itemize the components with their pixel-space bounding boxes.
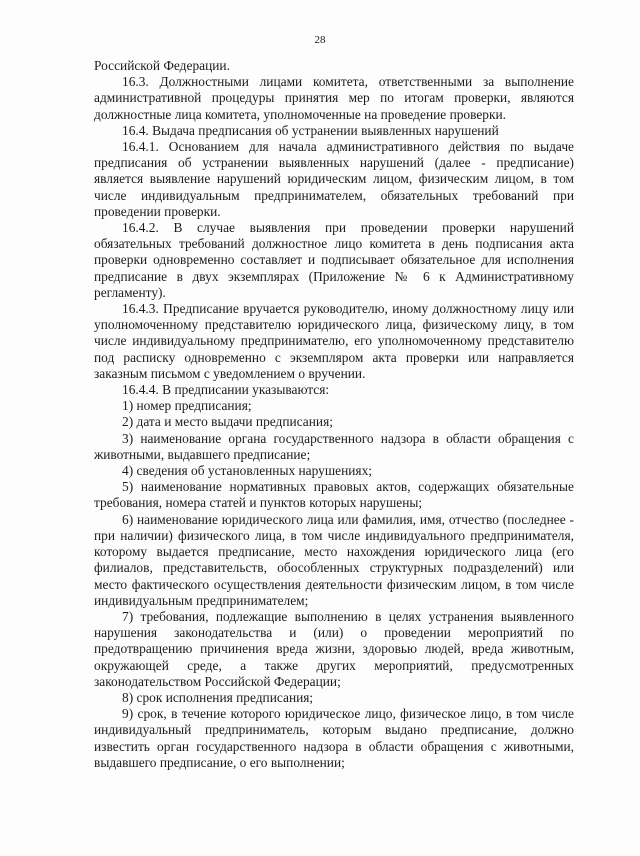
list-item-3: 3) наименование органа государственного надзора в области обращения с животными, выдавшего предписание; <box>94 430 574 462</box>
list-item-9: 9) срок, в течение которого юридическое лицо, физическое лицо, в том числе индивидуальный предприниматель, которым выдано предписание, должно известить орган государственного надзора в области обращения с животными, выдавшего предписание, о его выполнении; <box>94 706 574 770</box>
paragraph-16-3: 16.3. Должностными лицами комитета, ответственными за выполнение административной процедуры принятия мер по итогам проверки, являются должностные лица комитета, уполномоченные на проведение проверки. <box>94 74 574 122</box>
list-item-2: 2) дата и место выдачи предписания; <box>122 414 333 430</box>
paragraph-16-4-1: 16.4.1. Основанием для начала административного действия по выдаче предписания об устранении выявленных нарушений (далее - предписание) является выявление нарушений юридическим лицом, физическим лицом, в том числе индивидуальным предпринимателем, обязательных требований при проведении проверки. <box>94 139 574 219</box>
list-item-8: 8) срок исполнения предписания; <box>122 689 314 705</box>
document-body <box>94 58 574 771</box>
list-item-6: 6) наименование юридического лица или фамилия, имя, отчество (последнее - при наличии) физического лица, в том числе индивидуального предпринимателя, которому выдается предписание, место нахождения юридического лица (его филиалов, представительств, обособленных структурных подразделений) или место фактического осуществления деятельности физическим лицом, в том числе индивидуальным предпринимателем; <box>94 511 574 608</box>
paragraph-16-4-3: 16.4.3. Предписание вручается руководителю, иному должностному лицу или уполномоченному представителю юридического лица, физическому лицу, в том числе индивидуальному предпринимателю, его уполномоченному представителю под расписку одновременно с экземпляром акта проверки или направляется заказным письмом с уведомлением о вручении. <box>94 301 574 381</box>
list-item-4: 4) сведения об установленных нарушениях; <box>122 463 372 479</box>
list-item-5: 5) наименование нормативных правовых актов, содержащих обязательные требования, номера статей и пунктов которых нарушены; <box>94 479 574 511</box>
paragraph-continuation: Российской Федерации. <box>94 58 230 73</box>
paragraph-16-4-4: 16.4.4. В предписании указываются: <box>122 382 330 398</box>
list-item-1: 1) номер предписания; <box>122 398 252 414</box>
page-number: 28 <box>314 34 326 46</box>
list-item-7: 7) требования, подлежащие выполнению в целях устранения выявленного нарушения законодательства и (или) о проведении мероприятий по предотвращению причинения вреда жизни, здоровью людей, вреда животным, окружающей среде, а также других мероприятий, предусмотренных законодательством Российской Федерации; <box>94 608 574 689</box>
paragraph-16-4-2: 16.4.2. В случае выявления при проведении проверки нарушений обязательных требований должностное лицо комитета в день подписания акта проверки одновременно составляет и подписывает обязательное для исполнения предписание в двух экземплярах (Приложение № 6 к Административному регламенту). <box>94 220 574 300</box>
paragraph-16-4: 16.4. Выдача предписания об устранении выявленных нарушений <box>122 122 499 138</box>
